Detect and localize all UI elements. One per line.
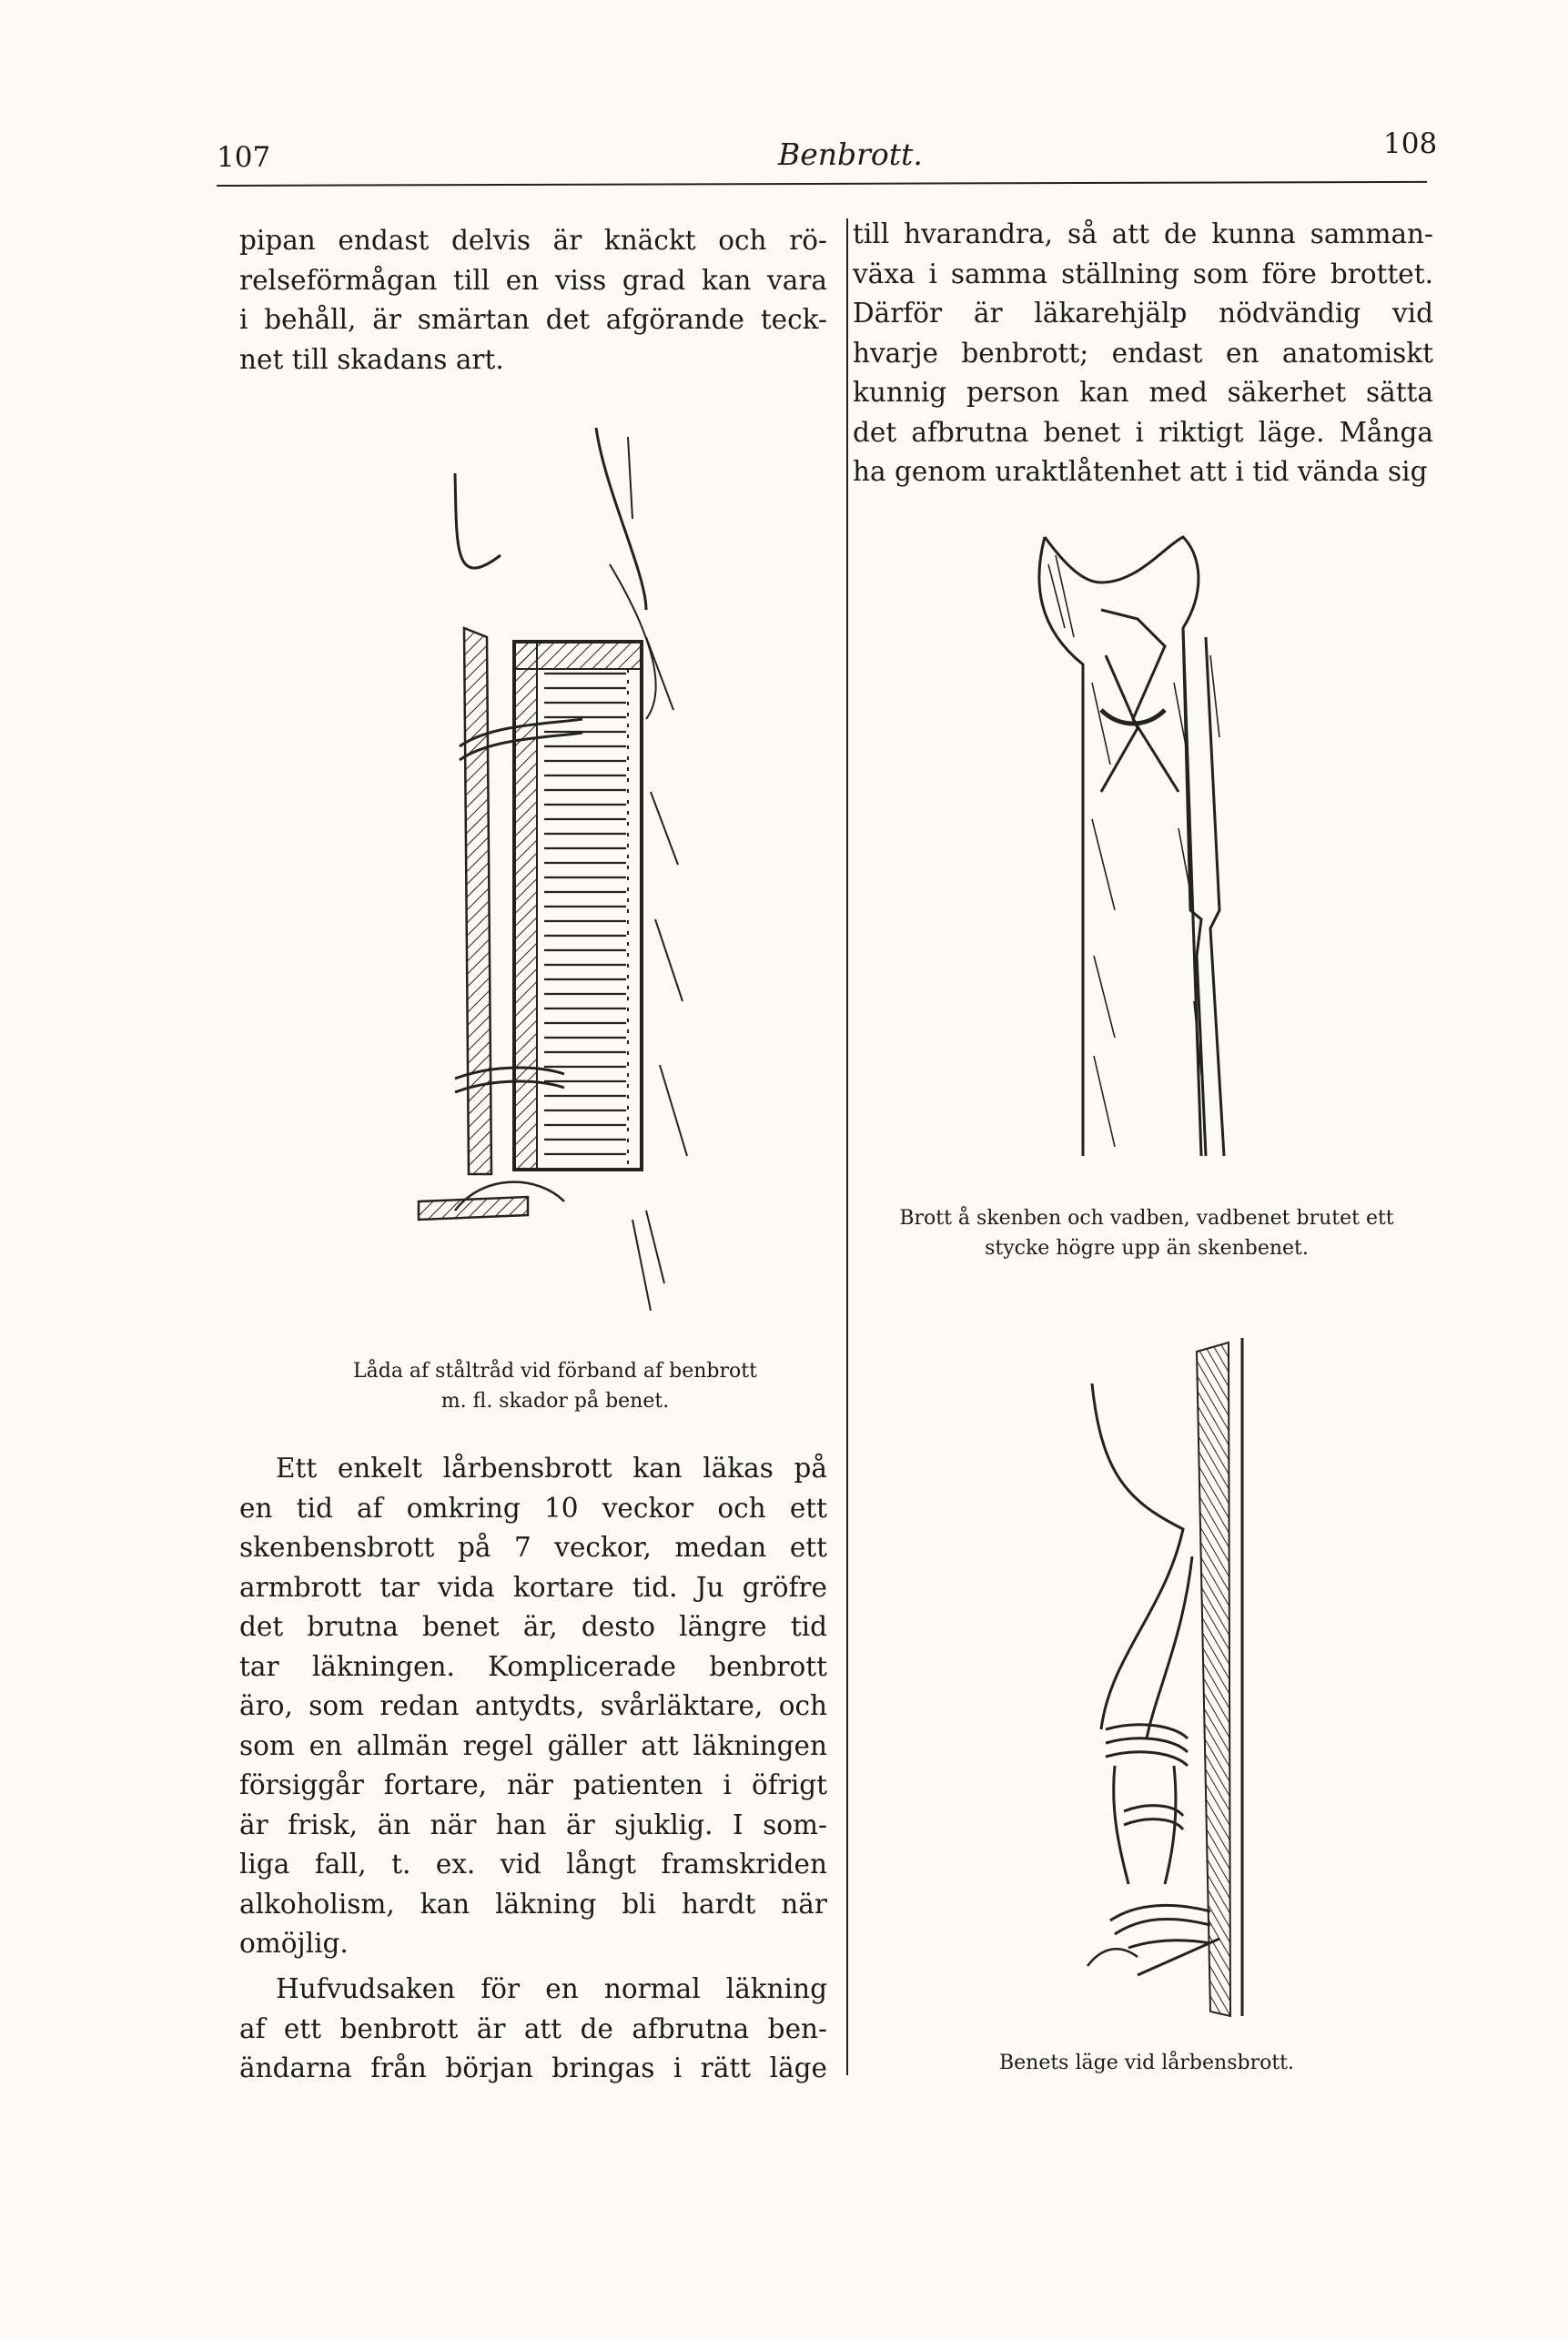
caption-line: Benets läge vid lårbensbrott.: [998, 2052, 1295, 2074]
header-rule: [217, 181, 1427, 187]
right-paragraph-1: [853, 215, 1433, 492]
text-line: som en allmän regel gäller att läkningen: [239, 1729, 827, 1761]
text-line: skenbensbrott på 7 veckor, medan ett: [239, 1532, 827, 1563]
text-line: omöjlig.: [239, 1928, 349, 1959]
figure-2-caption: [855, 1203, 1438, 1263]
text-line: alkoholism, kan läkning bli hardt när: [239, 1888, 827, 1920]
left-paragraph-2: [239, 1449, 827, 1964]
text-line: till hvarandra, så att de kunna samman-: [853, 218, 1433, 249]
text-line: net till skadans art.: [239, 343, 504, 375]
text-line: Ett enkelt lårbensbrott kan läkas på: [276, 1453, 827, 1484]
text-line: en tid af omkring 10 veckor och ett: [239, 1492, 827, 1524]
column-divider: [846, 218, 848, 2075]
figure-fractured-bones: [1028, 528, 1274, 1165]
caption-line: stycke högre upp än skenbenet.: [985, 1237, 1309, 1260]
right-page-number: 108: [1383, 127, 1438, 160]
text-line: liga fall, t. ex. vid långt framskriden: [239, 1849, 827, 1880]
text-line: af ett benbrott är att de afbrutna ben-: [239, 2012, 827, 2044]
caption-line: Brott å skenben och vadben, vadbenet brutet ett: [899, 1207, 1394, 1230]
text-line: växa i samma ställning som före brottet.: [853, 258, 1433, 289]
text-line: det brutna benet är, desto längre tid: [239, 1611, 827, 1642]
left-page-number: 107: [217, 141, 271, 174]
text-line: kunnig person kan med säkerhet sätta: [853, 377, 1433, 408]
caption-line: m. fl. skador på benet.: [440, 1390, 670, 1413]
text-line: ändarna från början bringas i rätt läge: [239, 2052, 827, 2083]
figure-leg-wire-splint: [400, 410, 710, 1329]
left-paragraph-3: [239, 1970, 827, 2089]
figure-3-caption: [919, 2048, 1374, 2078]
left-paragraph-1: [239, 221, 827, 380]
running-title: Benbrott.: [778, 137, 923, 172]
text-line: är frisk, än när han är sjuklig. I som-: [239, 1809, 827, 1840]
figure-leg-position: [1074, 1338, 1274, 2021]
text-line: ha genom uraktlåtenhet att i tid vända sig: [853, 456, 1428, 487]
text-line: det afbrutna benet i riktigt läge. Många: [853, 416, 1433, 448]
text-line: Därför är läkarehjälp nödvändig vid: [853, 298, 1433, 329]
text-line: i behåll, är smärtan det afgörande teck-: [239, 304, 827, 335]
caption-line: Låda af ståltråd vid förband af benbrott: [353, 1360, 757, 1383]
text-line: försiggår fortare, när patienten i öfrigt: [239, 1769, 827, 1800]
text-line: tar läkningen. Komplicerade benbrott: [239, 1650, 827, 1682]
text-line: Hufvudsaken för en normal läkning: [276, 1973, 827, 2004]
text-line: äro, som redan antydts, svårläktare, och: [239, 1690, 827, 1721]
text-line: hvarje benbrott; endast en anatomiskt: [853, 337, 1433, 369]
text-line: pipan endast delvis är knäckt och rö-: [239, 225, 827, 256]
text-line: relseförmågan till en viss grad kan vara: [239, 264, 827, 296]
figure-1-caption: [273, 1356, 837, 1416]
text-line: armbrott tar vida kortare tid. Ju gröfre: [239, 1571, 827, 1603]
